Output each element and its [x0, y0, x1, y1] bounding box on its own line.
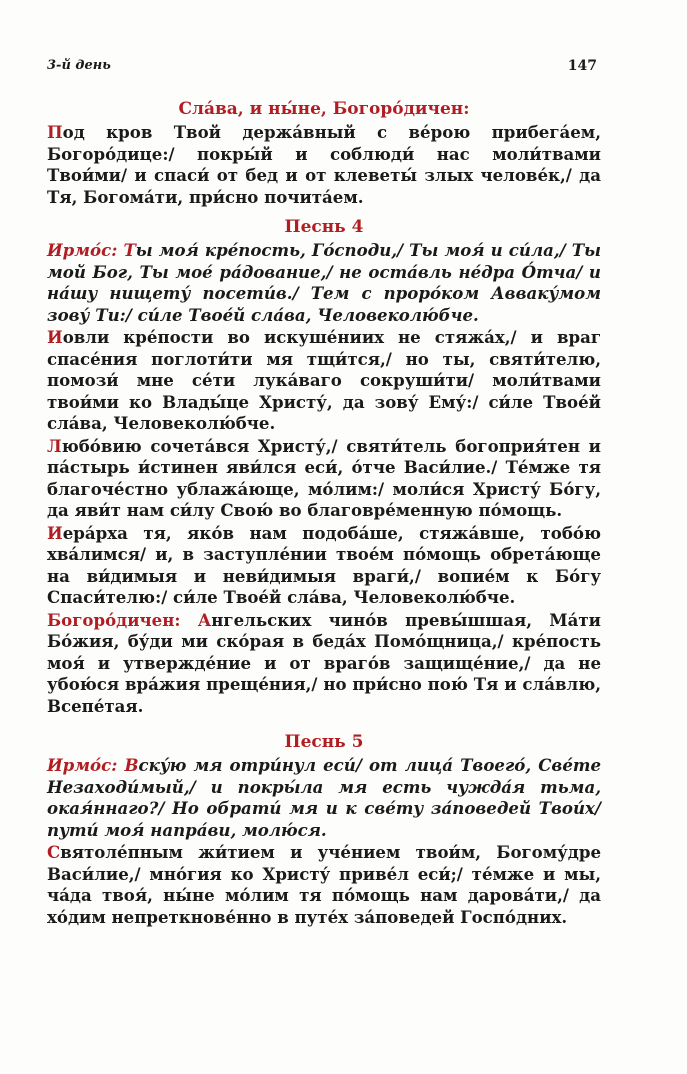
- section-heading-ode-5: Песнь 5: [284, 732, 364, 752]
- theotokion-label: Богоро́дичен: А: [47, 609, 212, 630]
- paragraph-troparion-2: [47, 436, 601, 522]
- paragraph-troparion-4: [47, 842, 601, 928]
- running-head: 3-й день: [47, 58, 111, 73]
- paragraph-troparion-3: [47, 523, 601, 609]
- irmos-label: Ирмо́с: Т: [47, 240, 136, 260]
- paragraph-text: од кров Твой держа́вный с ве́рою прибега́ем, Богоро́дице:/ покры́й и соблюди́ нас моли́твами Твои́ми/ и спаси́ от бед и от клеветы́ злых челове́к,/ да Тя, Богома́ти, при́сно почита́ем.: [47, 122, 601, 207]
- paragraph-text: ску́ю мя отри́нул еси́/ от лица́ Твоего́, Све́те Незаходи́мый,/ и покры́ла мя есть чужда́я тьма, окая́ннаго?/ Но обрати́ мя и к све́ту за́поведей Твои́х/ пути́ моя́ напра́ви, молю́ся.: [47, 755, 602, 840]
- paragraph-text: нгельских чино́в превы́шшая, Ма́ти Бо́жия, бу́ди ми ско́рая в беда́х Помо́щница,/ кре́пость моя́ и утвержде́ние и от враго́в защище́ние,/ да не убою́ся вра́жия преще́ния,/ но при́сно пою́ Тя и сла́влю, Всепе́тая.: [47, 609, 601, 716]
- paragraph-troparion-1: [47, 327, 601, 435]
- irmos-label: Ирмо́с: В: [47, 755, 139, 775]
- page-content: [47, 98, 601, 928]
- paragraph-irmos-5: [47, 755, 601, 841]
- paragraph-text: ера́рха тя, яко́в нам подоба́ше, стяжа́вше, тобо́ю хва́лимся/ и, в заступле́нии твое́м по́мощь обрета́юще на ви́димыя и неви́димыя враги́,/ вопие́м к Бо́гу Спаси́телю:/ си́ле Твое́й сла́ва, Человеколю́бче.: [47, 522, 601, 607]
- drop-letter: С: [47, 842, 61, 862]
- paragraph-text: вятоле́пным жи́тием и уче́нием твои́м, Богому́дре Васи́лие,/ мно́гия ко Христу́ приве́л еси́;/ те́мже и мы, ча́да твоя́, ны́не мо́лим тя по́мощь нам дарова́ти,/ да хо́дим непреткнове́нно в путе́х за́поведей Госпо́дних.: [47, 842, 601, 927]
- drop-letter: И: [47, 522, 63, 543]
- page-number: 147: [567, 58, 597, 74]
- paragraph-text: ы моя́ кре́пость, Го́споди,/ Ты моя́ и си́ла,/ Ты мой Бог, Ты мое́ ра́дование,/ не оста́вль не́дра О́тча/ и на́шу нищету́ посети́в./ Тем с проро́ком Авваку́мом зову́ Ти:/ си́ле Твое́й сла́ва, Человеколю́бче.: [47, 240, 602, 325]
- drop-letter: Л: [47, 435, 62, 456]
- paragraph-text: овли кре́пости во искуше́ниих не стяжа́х,/ и враг спасе́ния поглоти́ти мя тщи́тся,/ но ты, святи́телю, помози́ мне се́ти лука́ваго сокруши́ти/ моли́твами твои́ми ко Влады́це Христу́, да зову́ Ему́:/ си́ле Твое́й сла́ва, Человеколю́бче.: [47, 327, 601, 433]
- paragraph-theotokion-1: [47, 122, 601, 208]
- drop-letter: И: [47, 327, 63, 347]
- section-heading-ode-4: Песнь 4: [284, 217, 364, 237]
- paragraph-irmos-4: [47, 240, 601, 326]
- section-heading-glory: Сла́ва, и ны́не, Богоро́дичен:: [178, 99, 470, 119]
- paragraph-theotokion-2: [47, 610, 601, 718]
- paragraph-text: юбо́вию сочета́вся Христу́,/ святи́тель богоприя́тен и па́стырь и́стинен яви́лся еси́, о́тче Васи́лие./ Те́мже тя благоче́стно ублажа́юще, мо́лим:/ моли́ся Христу́ Бо́гу, да яви́т нам си́лу Свою́ во благовре́менную по́мощь.: [47, 435, 601, 520]
- drop-letter: П: [47, 122, 63, 142]
